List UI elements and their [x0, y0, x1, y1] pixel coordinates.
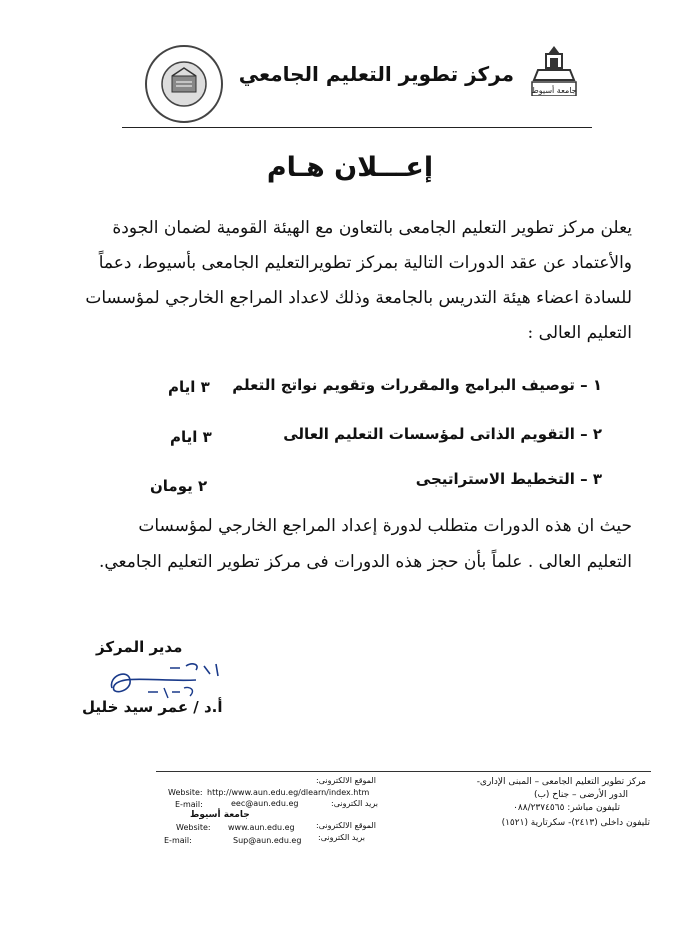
aun-website-link[interactable]: www.aun.edu.eg	[228, 823, 295, 832]
footer-address-line: الدور الأرضى – جناح (ب)	[533, 790, 628, 800]
signatory-role: مدير المركز	[96, 638, 183, 656]
aun-site-label: الموقع الالكترونى:	[316, 821, 376, 830]
eec-email-link[interactable]: eec@aun.edu.eg	[231, 799, 299, 808]
header-divider	[122, 127, 592, 128]
body-line: للسادة اعضاء هيئة التدريس بالجامعة وذلك لاعداد المراجع الخارجي لمؤسسات	[85, 288, 632, 308]
eec-website-label: Website:	[168, 788, 203, 797]
body-line: التعليم العالى :	[527, 323, 632, 343]
eec-site-label: الموقع الالكترونى:	[316, 776, 376, 785]
signatory-name: أ.د / عمر سيد خليل	[82, 698, 223, 716]
body-line: والأعتماد عن عقد الدورات التالية بمركز تطويرالتعليم الجامعى بأسيوط، دعماً	[98, 253, 632, 273]
eec-email-label-ar: بريد الكترونى:	[331, 799, 378, 808]
eec-website-link[interactable]: http://www.aun.edu.eg/dlearn/index.htm	[207, 788, 370, 797]
university-label: جامعة أسيوط	[190, 810, 250, 820]
closing-line: حيث ان هذه الدورات متطلب لدورة إعداد المراجع الخارجي لمؤسسات	[138, 516, 632, 536]
footer-address-line: تليفون داخلى (٢٤١٣)- سكرتارية (١٥٢١)	[501, 818, 650, 828]
logo-caption: جامعة أسيوط	[531, 86, 577, 95]
course-duration: ٣ ايام	[168, 378, 210, 396]
eec-email-label: E-mail:	[175, 800, 203, 809]
header-title: مركز تطوير التعليم الجامعي	[238, 62, 514, 86]
footer-address-line: تليفون مباشر: ٠٨٨/٢٣٧٤٥٦٥	[513, 803, 620, 813]
education-enhancement-center-logo	[142, 42, 226, 126]
aun-email-label-ar: بريد الكترونى:	[318, 833, 365, 842]
aun-email-link[interactable]: Sup@aun.edu.eg	[233, 836, 302, 845]
footer-address-line: مركز تطوير التعليم الجامعى – المبنى الإدارى-	[476, 777, 646, 787]
course-name: ٣ – التخطيط الاستراتيجى	[415, 470, 602, 488]
aun-email-label: E-mail:	[164, 836, 192, 845]
body-line: يعلن مركز تطوير التعليم الجامعى بالتعاون مع الهيئة القومية لضمان الجودة	[112, 218, 632, 238]
course-name: ٢ – التقويم الذاتى لمؤسسات التعليم العالى	[283, 425, 602, 443]
footer-divider	[156, 771, 651, 772]
course-duration: ٢ يومان	[150, 477, 208, 495]
course-name: ١ – توصيف البرامج والمقررات وتقويم نواتج التعلم	[232, 376, 602, 394]
closing-line: التعليم العالى . علماً بأن حجز هذه الدورات فى مركز تطوير التعليم الجامعي.	[98, 552, 632, 572]
assiut-university-logo	[530, 44, 578, 96]
announcement-title: إعـــلان هـام	[266, 152, 434, 183]
course-duration: ٣ ايام	[170, 428, 212, 446]
aun-website-label: Website:	[176, 823, 211, 832]
